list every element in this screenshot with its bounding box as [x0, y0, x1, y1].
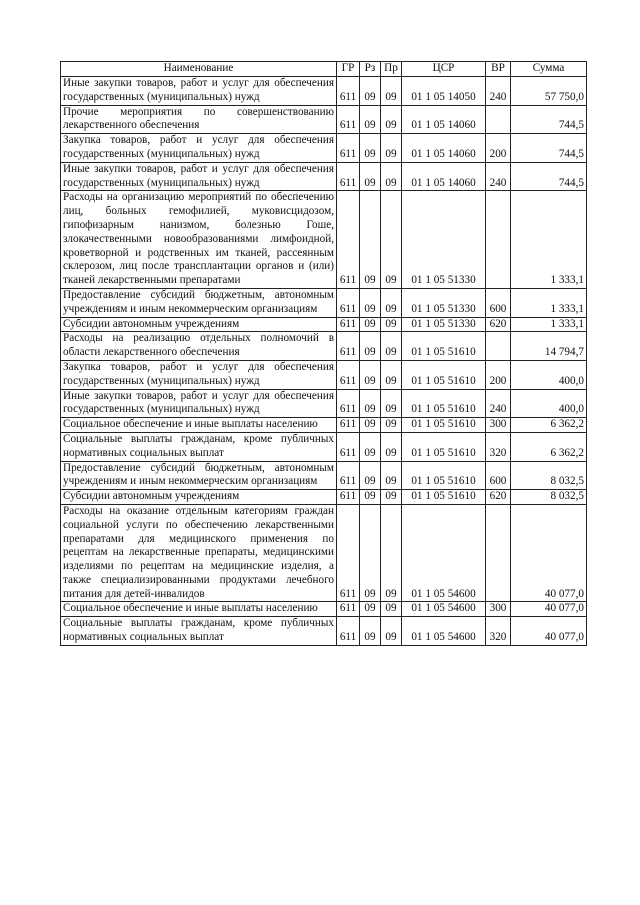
cell-name: Социальные выплаты гражданам, кроме публичных нормативных социальных выплат	[61, 432, 337, 461]
cell-pr: 09	[381, 602, 402, 617]
cell-vr: 240	[486, 389, 511, 418]
cell-sum: 744,5	[511, 134, 587, 163]
table-row	[61, 332, 587, 361]
cell-csr: 01 1 05 51610	[402, 432, 486, 461]
cell-rz: 09	[360, 134, 381, 163]
cell-rz: 09	[360, 602, 381, 617]
cell-rz: 09	[360, 360, 381, 389]
cell-pr: 09	[381, 332, 402, 361]
cell-gr: 611	[337, 162, 360, 191]
cell-csr: 01 1 05 51330	[402, 288, 486, 317]
cell-vr: 240	[486, 77, 511, 106]
cell-vr: 300	[486, 418, 511, 433]
cell-csr: 01 1 05 14060	[402, 134, 486, 163]
cell-sum: 14 794,7	[511, 332, 587, 361]
header-name: Наименование	[61, 62, 337, 77]
cell-csr: 01 1 05 14050	[402, 77, 486, 106]
cell-rz: 09	[360, 162, 381, 191]
cell-vr: 200	[486, 134, 511, 163]
cell-pr: 09	[381, 191, 402, 289]
cell-csr: 01 1 05 14060	[402, 162, 486, 191]
table-row	[61, 432, 587, 461]
cell-rz: 09	[360, 317, 381, 332]
table-row	[61, 77, 587, 106]
cell-sum: 8 032,5	[511, 490, 587, 505]
cell-gr: 611	[337, 490, 360, 505]
header-rz: Рз	[360, 62, 381, 77]
cell-csr: 01 1 05 14060	[402, 105, 486, 134]
cell-csr: 01 1 05 54600	[402, 617, 486, 646]
table-row	[61, 134, 587, 163]
cell-rz: 09	[360, 77, 381, 106]
cell-rz: 09	[360, 191, 381, 289]
cell-name: Предоставление субсидий бюджетным, автономным учреждениям и иным некоммерческим организациям	[61, 461, 337, 490]
cell-sum: 8 032,5	[511, 461, 587, 490]
cell-gr: 611	[337, 360, 360, 389]
cell-name: Расходы на реализацию отдельных полномочий в области лекарственного обеспечения	[61, 332, 337, 361]
cell-csr: 01 1 05 51610	[402, 360, 486, 389]
cell-sum: 400,0	[511, 360, 587, 389]
cell-sum: 6 362,2	[511, 418, 587, 433]
table-row	[61, 617, 587, 646]
cell-sum: 1 333,1	[511, 288, 587, 317]
cell-sum: 1 333,1	[511, 317, 587, 332]
cell-gr: 611	[337, 191, 360, 289]
cell-name: Расходы на оказание отдельным категориям граждан социальной услуги по обеспечению лекарственными препаратами для медицинского применения по рецептам на лекарственные препараты, медицинскими изделиями по рецептам на медицинские изделия, а также специализированными продуктами лечебного питания для детей-инвалидов	[61, 504, 337, 602]
cell-pr: 09	[381, 288, 402, 317]
cell-csr: 01 1 05 51610	[402, 490, 486, 505]
cell-sum: 400,0	[511, 389, 587, 418]
cell-gr: 611	[337, 317, 360, 332]
cell-vr: 600	[486, 288, 511, 317]
table-row	[61, 602, 587, 617]
cell-gr: 611	[337, 617, 360, 646]
cell-csr: 01 1 05 54600	[402, 504, 486, 602]
table-row	[61, 418, 587, 433]
cell-vr: 200	[486, 360, 511, 389]
cell-pr: 09	[381, 490, 402, 505]
cell-gr: 611	[337, 418, 360, 433]
cell-vr: 620	[486, 317, 511, 332]
cell-rz: 09	[360, 418, 381, 433]
cell-rz: 09	[360, 432, 381, 461]
cell-pr: 09	[381, 432, 402, 461]
cell-gr: 611	[337, 504, 360, 602]
header-pr: Пр	[381, 62, 402, 77]
cell-rz: 09	[360, 105, 381, 134]
cell-sum: 57 750,0	[511, 77, 587, 106]
cell-vr: 600	[486, 461, 511, 490]
cell-sum: 40 077,0	[511, 617, 587, 646]
cell-sum: 744,5	[511, 162, 587, 191]
table-row	[61, 490, 587, 505]
cell-gr: 611	[337, 105, 360, 134]
cell-name: Иные закупки товаров, работ и услуг для обеспечения государственных (муниципальных) нужд	[61, 77, 337, 106]
cell-rz: 09	[360, 288, 381, 317]
cell-pr: 09	[381, 134, 402, 163]
cell-csr: 01 1 05 51610	[402, 389, 486, 418]
budget-table	[60, 61, 587, 646]
cell-rz: 09	[360, 504, 381, 602]
cell-rz: 09	[360, 332, 381, 361]
cell-gr: 611	[337, 461, 360, 490]
table-row	[61, 288, 587, 317]
table-row	[61, 389, 587, 418]
cell-rz: 09	[360, 389, 381, 418]
cell-csr: 01 1 05 51330	[402, 317, 486, 332]
cell-sum: 40 077,0	[511, 602, 587, 617]
cell-gr: 611	[337, 602, 360, 617]
cell-name: Социальные выплаты гражданам, кроме публичных нормативных социальных выплат	[61, 617, 337, 646]
cell-vr: 300	[486, 602, 511, 617]
cell-name: Расходы на организацию мероприятий по обеспечению лиц, больных гемофилией, муковисцидозом, гипофизарным нанизмом, болезнью Гоше, злокачественными новообразованиями лимфоидной, кроветворной и родственных им тканей, рассеянным склерозом, лиц после трансплантации органов и (или) тканей лекарственными препаратами	[61, 191, 337, 289]
cell-sum: 40 077,0	[511, 504, 587, 602]
cell-sum: 744,5	[511, 105, 587, 134]
table-row	[61, 162, 587, 191]
header-sum: Сумма	[511, 62, 587, 77]
cell-csr: 01 1 05 54600	[402, 602, 486, 617]
cell-csr: 01 1 05 51610	[402, 332, 486, 361]
cell-vr	[486, 191, 511, 289]
cell-rz: 09	[360, 617, 381, 646]
cell-csr: 01 1 05 51330	[402, 191, 486, 289]
cell-vr	[486, 105, 511, 134]
cell-sum: 1 333,1	[511, 191, 587, 289]
cell-gr: 611	[337, 77, 360, 106]
cell-vr: 620	[486, 490, 511, 505]
cell-csr: 01 1 05 51610	[402, 418, 486, 433]
cell-name: Социальное обеспечение и иные выплаты населению	[61, 602, 337, 617]
cell-rz: 09	[360, 461, 381, 490]
cell-name: Социальное обеспечение и иные выплаты населению	[61, 418, 337, 433]
cell-gr: 611	[337, 432, 360, 461]
cell-rz: 09	[360, 490, 381, 505]
cell-name: Иные закупки товаров, работ и услуг для обеспечения государственных (муниципальных) нужд	[61, 162, 337, 191]
table-row	[61, 105, 587, 134]
cell-pr: 09	[381, 389, 402, 418]
cell-vr	[486, 504, 511, 602]
cell-vr: 240	[486, 162, 511, 191]
cell-pr: 09	[381, 461, 402, 490]
cell-vr: 320	[486, 432, 511, 461]
cell-pr: 09	[381, 360, 402, 389]
header-vr: ВР	[486, 62, 511, 77]
table-row	[61, 360, 587, 389]
cell-vr: 320	[486, 617, 511, 646]
cell-csr: 01 1 05 51610	[402, 461, 486, 490]
cell-gr: 611	[337, 288, 360, 317]
cell-name: Предоставление субсидий бюджетным, автономным учреждениям и иным некоммерческим организациям	[61, 288, 337, 317]
cell-name: Прочие мероприятия по совершенствованию лекарственного обеспечения	[61, 105, 337, 134]
cell-name: Закупка товаров, работ и услуг для обеспечения государственных (муниципальных) нужд	[61, 360, 337, 389]
cell-pr: 09	[381, 77, 402, 106]
cell-gr: 611	[337, 332, 360, 361]
cell-pr: 09	[381, 162, 402, 191]
cell-pr: 09	[381, 317, 402, 332]
cell-vr	[486, 332, 511, 361]
cell-name: Субсидии автономным учреждениям	[61, 317, 337, 332]
header-gr: ГР	[337, 62, 360, 77]
table-row	[61, 191, 587, 289]
cell-pr: 09	[381, 504, 402, 602]
cell-sum: 6 362,2	[511, 432, 587, 461]
table-row	[61, 461, 587, 490]
cell-gr: 611	[337, 389, 360, 418]
cell-name: Иные закупки товаров, работ и услуг для обеспечения государственных (муниципальных) нужд	[61, 389, 337, 418]
cell-pr: 09	[381, 418, 402, 433]
header-csr: ЦСР	[402, 62, 486, 77]
table-row	[61, 317, 587, 332]
cell-pr: 09	[381, 617, 402, 646]
cell-pr: 09	[381, 105, 402, 134]
cell-gr: 611	[337, 134, 360, 163]
cell-name: Субсидии автономным учреждениям	[61, 490, 337, 505]
table-header-row	[61, 62, 587, 77]
table-row	[61, 504, 587, 602]
cell-name: Закупка товаров, работ и услуг для обеспечения государственных (муниципальных) нужд	[61, 134, 337, 163]
